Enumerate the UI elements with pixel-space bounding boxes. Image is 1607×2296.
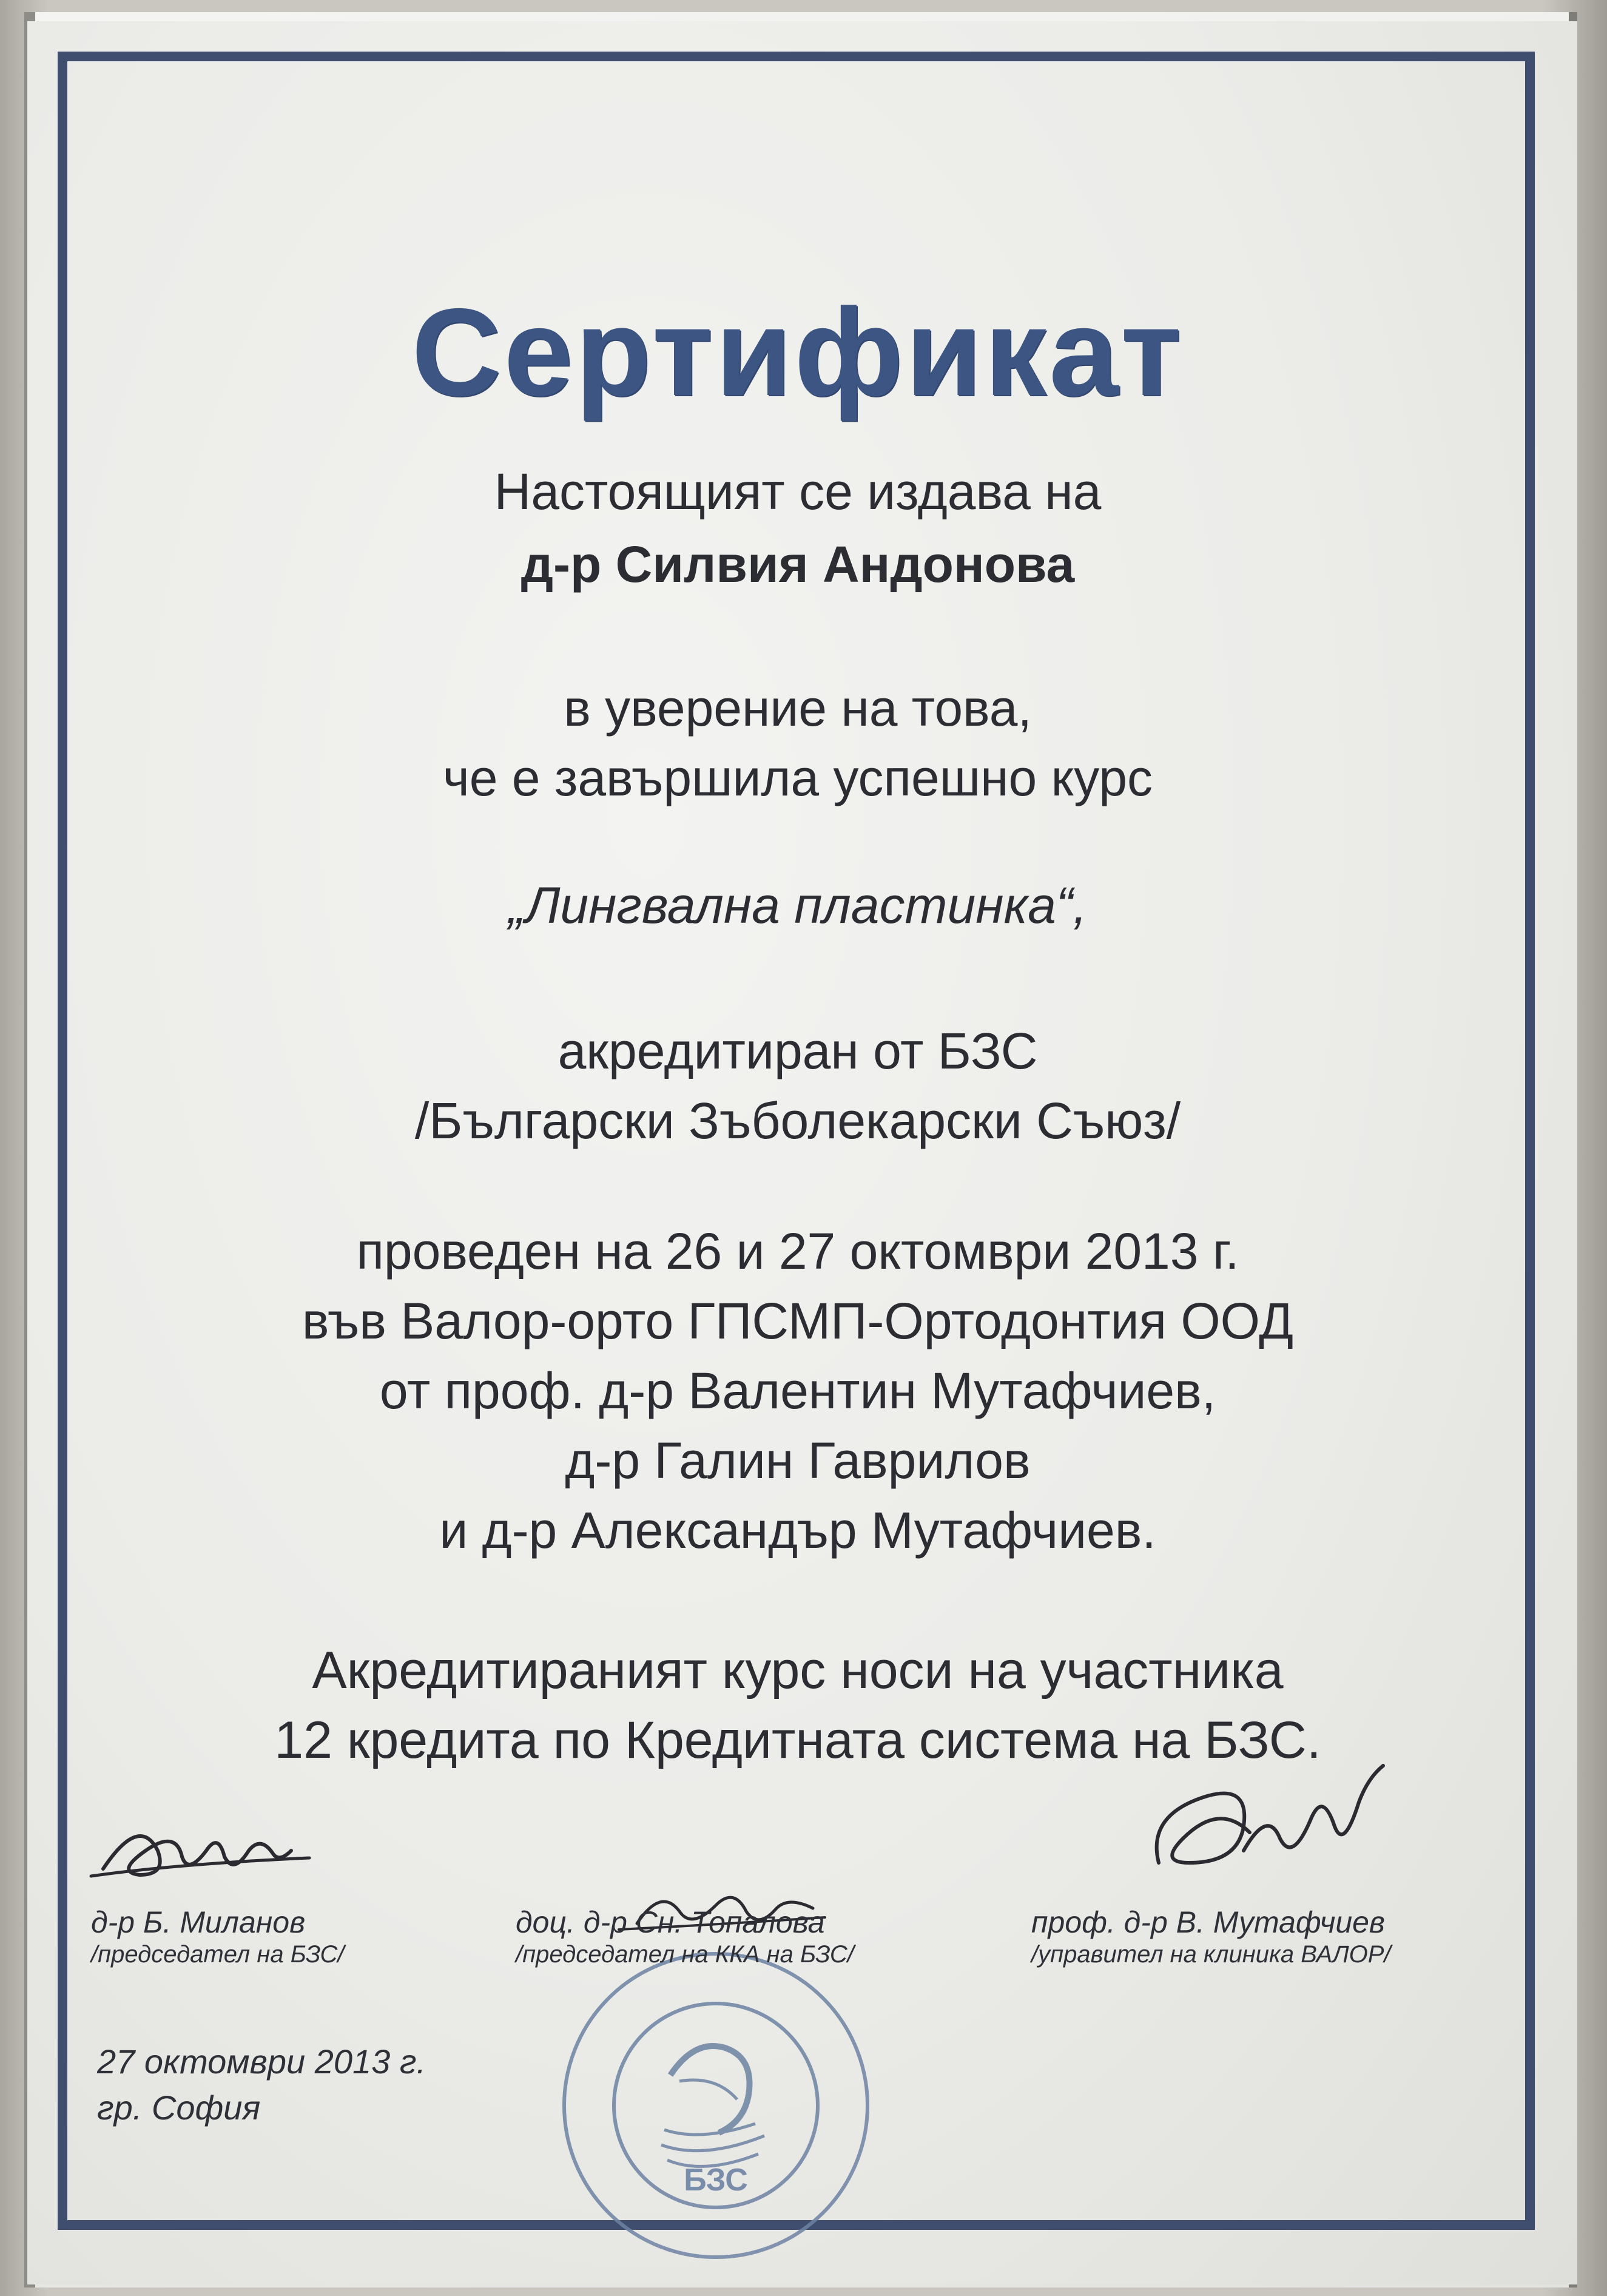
- signatory-1-name: д-р Б. Миланов: [91, 1905, 306, 1939]
- accredited-line-1: акредитиран от БЗС: [558, 1022, 1038, 1079]
- held-line-4: д-р Галин Гаврилов: [565, 1432, 1031, 1489]
- seal-center-text: БЗС: [684, 2163, 748, 2198]
- issue-place: гр. София: [97, 2088, 261, 2127]
- signature-milanov: [91, 1808, 322, 1893]
- intro-text: Настоящият се издава на: [494, 463, 1102, 520]
- signatory-2: [516, 1905, 854, 1968]
- credits-line-2: 12 кредита по Кредитната система на БЗС.: [274, 1711, 1321, 1769]
- held-line-5: и д-р Александър Мутафчиев.: [439, 1502, 1156, 1559]
- credits-line-1: Акредитираният курс носи на участника: [312, 1641, 1284, 1700]
- signatory-1: [91, 1905, 345, 1968]
- signatory-1-role: /председател на БЗС/: [91, 1940, 345, 1968]
- seal-stamp: [528, 1930, 904, 2269]
- course-name: „Лингвална пластинка“,: [508, 877, 1088, 934]
- statement-line-2: че е завършила успешно курс: [442, 749, 1153, 806]
- signatory-3: [1031, 1905, 1391, 1968]
- held-line-3: от проф. д-р Валентин Мутафчиев,: [379, 1362, 1216, 1419]
- signatory-3-name: проф. д-р В. Мутафчиев: [1031, 1905, 1386, 1939]
- signatory-2-role: /председател на ККА на БЗС/: [516, 1940, 854, 1968]
- signatory-2-name: доц. д-р Сн. Топалова: [516, 1905, 825, 1939]
- issue-info: [97, 2039, 426, 2130]
- held-line-2: във Валор-орто ГПСМП-Ортодонтия ООД: [302, 1292, 1294, 1349]
- statement-line-1: в уверение на това,: [564, 680, 1032, 737]
- signature-mutafchiev: [1134, 1772, 1426, 1893]
- signatory-3-role: /управител на клиника ВАЛОР/: [1031, 1940, 1391, 1968]
- held-line-1: проведен на 26 и 27 октомври 2013 г.: [356, 1223, 1239, 1280]
- accredited-line-2: /Български Зъболекарски Съюз/: [414, 1092, 1181, 1149]
- issue-date: 27 октомври 2013 г.: [97, 2042, 426, 2081]
- recipient-name: д-р Силвия Андонова: [521, 536, 1075, 593]
- certificate-title: Сертификат: [411, 283, 1184, 422]
